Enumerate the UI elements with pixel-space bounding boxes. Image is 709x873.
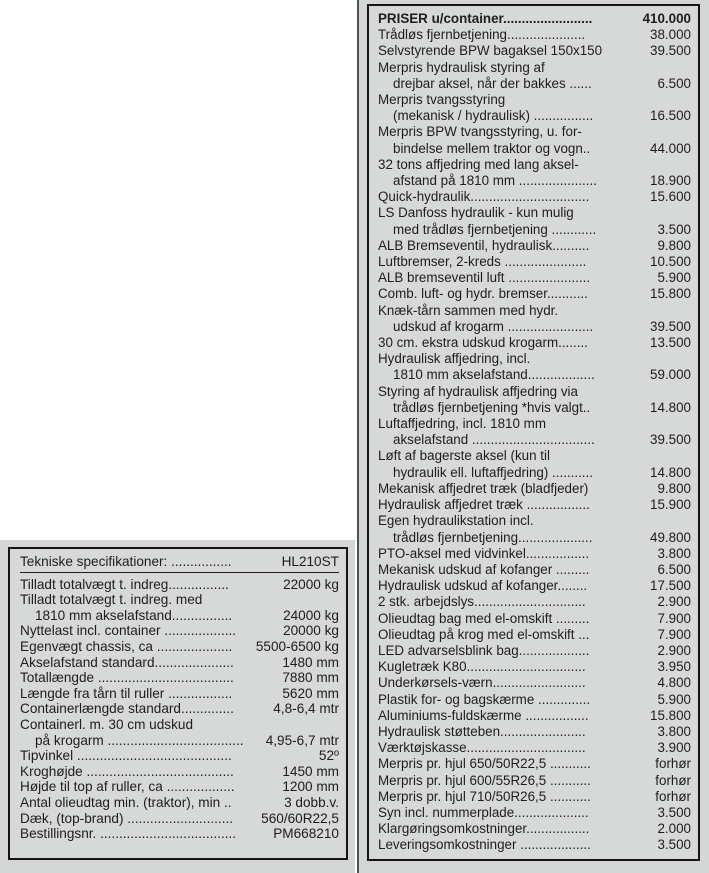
price-panel	[357, 0, 709, 873]
row-line	[20, 577, 339, 593]
row-value: 22000 kg	[283, 576, 339, 592]
row-label: Længde fra tårn til ruller .................	[20, 685, 233, 701]
row-label: 1810 mm akselafstand..................	[393, 367, 595, 383]
spec-row	[20, 826, 339, 842]
price-row	[378, 773, 691, 789]
row-line	[20, 623, 339, 639]
row-value: 7.900	[657, 610, 691, 626]
row-line	[378, 222, 691, 238]
row-line	[20, 826, 339, 842]
row-line	[378, 448, 691, 464]
row-line	[378, 594, 691, 610]
row-line	[378, 724, 691, 740]
row-label: Merpris pr. hjul 600/55R26,5 ...........	[378, 772, 591, 788]
spec-row	[20, 639, 339, 655]
row-label: Højde til top af ruller, ca ..................	[20, 779, 235, 795]
row-line	[378, 189, 691, 205]
row-line	[20, 779, 339, 795]
row-value: 5620 mm	[282, 685, 339, 701]
row-value: 52º	[318, 748, 339, 764]
price-row	[378, 43, 691, 59]
price-row	[378, 189, 691, 205]
row-line	[378, 805, 691, 821]
row-value: 6.500	[657, 75, 691, 91]
price-row	[378, 611, 691, 627]
price-row	[378, 497, 691, 513]
row-line	[378, 351, 691, 367]
row-line	[20, 655, 339, 671]
row-label: Plastik for- og bagskærme ..............	[378, 691, 591, 707]
row-label: Kugletræk K80................................	[378, 659, 586, 675]
row-label: Løft af bagerste aksel (kun til	[378, 448, 550, 464]
row-line	[378, 11, 691, 27]
row-line	[378, 124, 691, 140]
row-value: 6.500	[657, 561, 691, 577]
row-line	[378, 432, 691, 448]
spec-row	[20, 717, 339, 748]
price-row	[378, 481, 691, 497]
row-value: 560/60R22,5	[261, 810, 339, 826]
row-label: Knæk-tårn sammen med hydr.	[378, 302, 559, 318]
spec-panel	[0, 540, 355, 873]
price-row	[378, 238, 691, 254]
row-line	[20, 764, 339, 780]
row-value: 14.800	[650, 464, 691, 480]
row-value: 4,8-6,4 mtr	[273, 701, 339, 717]
row-label: Akselafstand standard.....................	[20, 654, 234, 670]
row-label: Merpris tvangsstyring	[378, 92, 506, 108]
row-label: Dæk, (top-brand) ............................	[20, 810, 234, 826]
row-label: Hydraulisk støtteben.......................	[378, 723, 586, 739]
price-row	[378, 578, 691, 594]
row-label: Olieudtag bag med el-omskift .........	[378, 610, 590, 626]
row-line	[378, 740, 691, 756]
row-line	[378, 92, 691, 108]
row-value: 9.800	[657, 480, 691, 496]
price-row	[378, 546, 691, 562]
price-row	[378, 562, 691, 578]
price-row	[378, 254, 691, 270]
row-label: trådløs fjernbetjening....................	[393, 529, 593, 545]
row-value: 18.900	[650, 173, 691, 189]
row-value: 3.900	[657, 740, 691, 756]
row-line	[378, 27, 691, 43]
price-row	[378, 513, 691, 545]
row-label: bindelse mellem traktor og vogn..	[393, 140, 591, 156]
row-value: 3.800	[657, 723, 691, 739]
row-line	[20, 686, 339, 702]
row-label: Aluminiums-fuldskærme .................	[378, 707, 589, 723]
row-line	[378, 141, 691, 157]
row-value: 14.800	[650, 399, 691, 415]
row-line	[378, 530, 691, 546]
row-label: Tilladt totalvægt t. indreg. med	[20, 592, 203, 608]
row-line	[378, 578, 691, 594]
price-row	[378, 124, 691, 156]
row-line	[378, 303, 691, 319]
price-row	[378, 756, 691, 772]
row-value: 2.900	[657, 642, 691, 658]
row-line	[378, 821, 691, 837]
spec-rows	[20, 577, 339, 842]
row-label: Værktøjskasse................................	[378, 740, 586, 756]
row-label: udskud af krogarm .......................	[393, 318, 594, 334]
row-label: Mekanisk udskud af kofanger .........	[378, 561, 590, 577]
row-value: 9.800	[657, 237, 691, 253]
row-label: Egenvægt chassis, ca ....................	[20, 638, 233, 654]
row-label: Nyttelast incl. container ...................	[20, 623, 237, 639]
row-value: 4,95-6,7 mtr	[265, 732, 339, 748]
row-label: Merpris pr. hjul 710/50R26,5 ...........	[378, 788, 591, 804]
spec-header-value: HL210ST	[281, 554, 339, 569]
price-row	[378, 821, 691, 837]
price-table	[367, 4, 700, 861]
price-header-value: 410.000	[642, 11, 691, 26]
price-row	[378, 708, 691, 724]
row-value: forhør	[655, 756, 691, 772]
row-value: 7.900	[657, 626, 691, 642]
row-value: 7880 mm	[282, 670, 339, 686]
row-value: 39.500	[650, 43, 691, 59]
row-value: PM668210	[273, 826, 339, 842]
price-row	[378, 594, 691, 610]
row-line	[378, 319, 691, 335]
price-row	[378, 675, 691, 691]
row-line	[378, 513, 691, 529]
row-value: 1450 mm	[282, 763, 339, 779]
spec-row	[20, 748, 339, 764]
row-line	[378, 675, 691, 691]
row-line	[378, 611, 691, 627]
row-line	[378, 384, 691, 400]
row-line	[378, 270, 691, 286]
row-value: 2.900	[657, 594, 691, 610]
price-row	[378, 627, 691, 643]
row-line	[378, 286, 691, 302]
row-line	[378, 773, 691, 789]
row-line	[20, 811, 339, 827]
row-line	[378, 416, 691, 432]
row-label: Quick-hydraulik................................	[378, 189, 590, 205]
row-label: Kroghøjde .......................................	[20, 763, 234, 779]
price-rows	[378, 27, 691, 853]
row-value: 49.800	[650, 529, 691, 545]
row-label: Tilladt totalvægt t. indreg................	[20, 576, 229, 592]
row-label: Syn incl. nummerplade....................	[378, 804, 589, 820]
row-label: Egen hydraulikstation incl.	[378, 513, 534, 529]
price-row	[378, 384, 691, 416]
row-value: 15.800	[650, 286, 691, 302]
price-row	[378, 416, 691, 448]
row-value: forhør	[655, 788, 691, 804]
row-value: 4.800	[657, 675, 691, 691]
price-row	[378, 60, 691, 92]
row-line	[20, 592, 339, 608]
row-line	[378, 643, 691, 659]
row-value: 5.900	[657, 691, 691, 707]
row-label: på krogarm ....................................	[35, 732, 244, 748]
price-row	[378, 448, 691, 480]
row-value: 15.900	[650, 497, 691, 513]
row-label: Klargøringsomkostninger.................	[378, 821, 590, 837]
row-line	[378, 708, 691, 724]
row-label: Leveringsomkostninger ...................	[378, 837, 591, 853]
row-value: 3.950	[657, 659, 691, 675]
spec-row	[20, 795, 339, 811]
spec-row	[20, 592, 339, 623]
row-label: Luftbremser, 2-kreds ......................	[378, 254, 587, 270]
row-value: 16.500	[650, 108, 691, 124]
row-label: ALB bremseventil luft ......................	[378, 270, 591, 286]
row-label: Merpris hydraulisk styring af	[378, 59, 545, 75]
row-value: 44.000	[650, 140, 691, 156]
row-label: Antal olieudtag min. (traktor), min ..	[20, 794, 232, 810]
row-label: hydraulik ell. luftaffjedring) ...........	[393, 464, 593, 480]
row-value: 2.000	[657, 821, 691, 837]
row-label: 1810 mm akselafstand................	[35, 607, 233, 623]
row-value: 59.000	[650, 367, 691, 383]
row-line	[378, 756, 691, 772]
row-label: Luftaffjedring, incl. 1810 mm	[378, 416, 546, 432]
spec-row	[20, 779, 339, 795]
row-value: 3.800	[657, 545, 691, 561]
price-row	[378, 692, 691, 708]
spec-row	[20, 686, 339, 702]
row-value: 1200 mm	[282, 779, 339, 795]
row-value: 20000 kg	[283, 623, 339, 639]
row-label: Totallængde ....................................	[20, 670, 234, 686]
row-line	[20, 608, 339, 624]
spec-row	[20, 670, 339, 686]
row-line	[378, 789, 691, 805]
row-line	[20, 701, 339, 717]
row-line	[378, 627, 691, 643]
row-label: afstand på 1810 mm .....................	[393, 173, 597, 189]
price-row	[378, 789, 691, 805]
row-line	[20, 554, 339, 570]
price-row	[378, 335, 691, 351]
row-line	[378, 400, 691, 416]
row-label: 30 cm. ekstra udskud krogarm........	[378, 335, 588, 351]
spec-header-label: Tekniske specifikationer: ................	[20, 554, 232, 569]
row-value: 3.500	[657, 837, 691, 853]
row-label: med trådløs fjernbetjening ............	[393, 221, 597, 237]
row-label: 32 tons affjedring med lang aksel-	[378, 156, 579, 172]
row-line	[20, 717, 339, 733]
row-value: forhør	[655, 772, 691, 788]
row-line	[378, 108, 691, 124]
row-label: Mekanisk affjedret træk (bladfjeder)	[378, 480, 589, 496]
spec-row	[20, 811, 339, 827]
row-value: 5500-6500 kg	[255, 638, 339, 654]
row-value: 1480 mm	[282, 654, 339, 670]
row-label: Merpris BPW tvangsstyring, u. for-	[378, 124, 582, 140]
row-line	[378, 60, 691, 76]
row-label: Underkørsels-værn.........................	[378, 675, 586, 691]
row-value: 15.600	[650, 189, 691, 205]
row-label: Containerlængde standard..............	[20, 701, 234, 717]
row-line	[378, 254, 691, 270]
price-row	[378, 643, 691, 659]
price-row	[378, 837, 691, 853]
row-line	[378, 562, 691, 578]
row-label: ALB Bremseventil, hydraulisk..........	[378, 237, 590, 253]
row-value: 38.000	[650, 27, 691, 43]
row-label: trådløs fjernbetjening *hvis valgt..	[393, 399, 591, 415]
spec-row	[20, 655, 339, 671]
row-line	[378, 157, 691, 173]
price-row	[378, 724, 691, 740]
row-value: 39.500	[650, 432, 691, 448]
row-label: Comb. luft- og hydr. bremser...........	[378, 286, 588, 302]
row-label: Containerl. m. 30 cm udskud	[20, 716, 194, 732]
price-row	[378, 92, 691, 124]
row-label: Bestillingsnr. ....................................	[20, 826, 237, 842]
row-label: 2 stk. arbejdslys..............................	[378, 594, 586, 610]
row-value: 5.900	[657, 270, 691, 286]
row-label: Selvstyrende BPW bagaksel 150x150	[378, 43, 603, 59]
row-value: 24000 kg	[283, 607, 339, 623]
spec-row	[20, 623, 339, 639]
row-line	[378, 659, 691, 675]
row-line	[378, 335, 691, 351]
row-label: Styring af hydraulisk affjedring via	[378, 383, 578, 399]
row-label: LED advarselsblink bag...................	[378, 642, 590, 658]
row-label: LS Danfoss hydraulik - kun mulig	[378, 205, 574, 221]
row-label: (mekanisk / hydraulisk) ................	[393, 108, 594, 124]
row-label: Merpris pr. hjul 650/50R22,5 ...........	[378, 756, 591, 772]
row-line	[378, 837, 691, 853]
spec-row	[20, 701, 339, 717]
price-row	[378, 205, 691, 237]
row-line	[378, 76, 691, 92]
row-line	[378, 43, 691, 59]
row-line	[20, 795, 339, 811]
row-label: Trådløs fjernbetjening.....................	[378, 27, 586, 43]
row-line	[378, 367, 691, 383]
row-label: akselafstand .................................	[393, 432, 595, 448]
price-row	[378, 351, 691, 383]
price-header-label: PRISER u/container........................	[378, 11, 593, 26]
price-row	[378, 157, 691, 189]
row-line	[378, 497, 691, 513]
row-line	[378, 205, 691, 221]
row-line	[378, 481, 691, 497]
row-line	[378, 546, 691, 562]
price-row	[378, 659, 691, 675]
row-label: Hydraulisk affjedring, incl.	[378, 351, 531, 367]
row-value: 10.500	[650, 254, 691, 270]
row-value: 3 dobb.v.	[284, 794, 339, 810]
row-label: PTO-aksel med vidvinkel.................	[378, 545, 590, 561]
row-label: Olieudtag på krog med el-omskift ...	[378, 626, 590, 642]
spec-row	[20, 577, 339, 593]
price-row	[378, 740, 691, 756]
row-value: 17.500	[650, 578, 691, 594]
row-value: 39.500	[650, 318, 691, 334]
row-value: 15.800	[650, 707, 691, 723]
price-row	[378, 286, 691, 302]
price-row	[378, 270, 691, 286]
row-line	[20, 639, 339, 655]
spec-row	[20, 764, 339, 780]
row-line	[378, 238, 691, 254]
spec-table-header	[20, 554, 339, 573]
row-line	[20, 748, 339, 764]
row-line	[20, 670, 339, 686]
spec-table	[8, 547, 348, 860]
row-label: drejbar aksel, når der bakkes ......	[393, 75, 592, 91]
row-value: 3.500	[657, 804, 691, 820]
price-row	[378, 27, 691, 43]
row-label: Hydraulisk affjedret træk .................	[378, 497, 590, 513]
row-line	[20, 733, 339, 749]
row-label: Hydraulisk udskud af kofanger........	[378, 578, 588, 594]
row-line	[378, 173, 691, 189]
row-value: 13.500	[650, 335, 691, 351]
row-line	[378, 465, 691, 481]
row-value: 3.500	[657, 221, 691, 237]
price-table-header	[378, 11, 691, 27]
row-line	[378, 692, 691, 708]
price-row	[378, 805, 691, 821]
row-label: Tipvinkel .........................................	[20, 748, 232, 764]
price-row	[378, 303, 691, 335]
